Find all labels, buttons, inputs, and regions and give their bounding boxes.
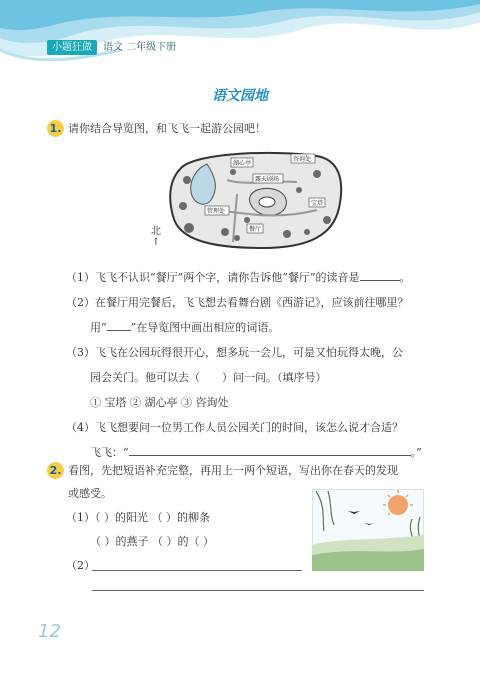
page-title: 语文园地 bbox=[212, 88, 268, 104]
q1-item-2-cont-b: ”在导览图中画出相应的词语。 bbox=[130, 321, 280, 334]
q1-item-2-cont-a: 用“ bbox=[90, 321, 107, 334]
question-1-prompt: 请你结合导览图，和飞飞一起游公园吧！ bbox=[68, 122, 266, 135]
q1-item-1-text: （1）飞飞不认识“餐厅”两个字，请你告诉他“餐厅”的读音是 bbox=[66, 271, 360, 284]
q1-item-3-cont: 园会关门。他可以去（ ）问一问。（填序号） bbox=[90, 371, 327, 384]
answer-line-2[interactable] bbox=[92, 590, 424, 591]
q1-item-4-end: 。” bbox=[410, 446, 422, 459]
q1-item-2: （2）在餐厅用完餐后，飞飞想去看舞台剧《西游记》，应该前往哪里？ bbox=[66, 296, 409, 309]
north-arrow-icon: ↑ bbox=[151, 237, 161, 248]
spring-scene-illustration bbox=[312, 489, 424, 571]
map-label-open-theater: 露天剧场 bbox=[255, 176, 280, 183]
q2-row-2: （ ）的燕子 （ ）的（ ） bbox=[90, 535, 214, 548]
header-tag: 小题狂做 bbox=[47, 40, 97, 55]
q1-item-4-answer bbox=[90, 445, 422, 461]
q2-row-3: （2） bbox=[66, 559, 95, 572]
q1-item-3: （3）飞飞在公园玩得很开心，想多玩一会儿，可是又怕玩得太晚，公 bbox=[66, 346, 403, 359]
question-2-prompt-1: 看图，先把短语补充完整，再用上一两个短语，写出你在春天的发现 bbox=[68, 464, 398, 477]
park-guide-map bbox=[167, 150, 345, 250]
header-subject: 语文 二年级下册 bbox=[103, 42, 177, 53]
q1-item-2-cont bbox=[90, 320, 279, 336]
q1-item-1: （1）飞飞不认识“餐厅”两个字，请你告诉他“餐厅”的读音是 。 bbox=[66, 271, 411, 284]
answer-line-speech[interactable] bbox=[129, 455, 411, 456]
question-1-number: 1. bbox=[47, 120, 64, 137]
map-label-pagoda: 宝塔 bbox=[311, 200, 324, 207]
q1-item-3-options: ① 宝塔 ② 湖心亭 ③ 咨询处 bbox=[90, 396, 229, 409]
q1-item-4-speaker: 飞飞：“ bbox=[90, 446, 129, 459]
north-compass bbox=[150, 226, 162, 248]
q1-item-4: （4）飞飞想要问一位男工作人员公园关门的时间，该怎么说才合适？ bbox=[66, 421, 403, 434]
north-label: 北 bbox=[151, 226, 161, 237]
map-label-lake-pavilion: 湖心亭 bbox=[233, 160, 252, 167]
map-label-management-office: 管理处 bbox=[207, 208, 226, 215]
answer-blank-symbol[interactable] bbox=[107, 330, 131, 331]
answer-line-1[interactable] bbox=[92, 570, 302, 571]
map-label-restaurant: 餐厅 bbox=[249, 226, 262, 233]
question-2-prompt-2: 或感受。 bbox=[68, 487, 112, 500]
header-wave-decoration bbox=[0, 0, 480, 78]
map-label-info-desk: 咨询处 bbox=[293, 156, 312, 163]
question-2-number: 2. bbox=[47, 462, 64, 479]
q2-row-1: （1）（ ）的阳光 （ ）的柳条 bbox=[66, 511, 210, 524]
page-number: 12 bbox=[38, 621, 61, 642]
answer-blank-pinyin[interactable] bbox=[360, 280, 400, 281]
